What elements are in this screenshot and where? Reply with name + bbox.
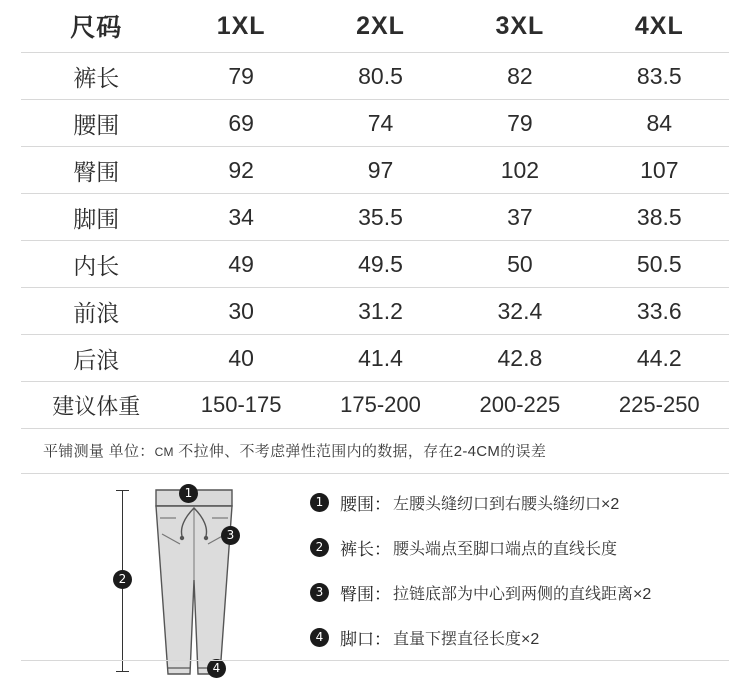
cell-jiaowei-4xl: 38.5 bbox=[590, 194, 729, 241]
table-row bbox=[21, 100, 729, 147]
cell-yaowei-2xl: 74 bbox=[311, 100, 450, 147]
cell-neichang-1xl: 49 bbox=[171, 241, 310, 288]
legend-badge-2: 2 bbox=[310, 538, 329, 557]
cell-yaowei-1xl: 69 bbox=[171, 100, 310, 147]
table-header-row bbox=[21, 0, 729, 53]
table-row bbox=[21, 147, 729, 194]
note-unit: CM bbox=[154, 445, 174, 459]
legend-key-leg-opening: 脚口： bbox=[340, 630, 391, 649]
cell-tunwei-1xl: 92 bbox=[171, 147, 310, 194]
legend-value-leg-opening: 直量下摆直径长度×2 bbox=[393, 631, 540, 648]
legend-item-hip bbox=[310, 580, 730, 605]
column-header-size: 尺码 bbox=[21, 0, 171, 53]
cell-weight-3xl: 200-225 bbox=[450, 382, 589, 429]
cell-jiaowei-3xl: 37 bbox=[450, 194, 589, 241]
cell-tunwei-4xl: 107 bbox=[590, 147, 729, 194]
legend-key-hip: 臀围： bbox=[340, 585, 391, 604]
marker-4: 4 bbox=[207, 659, 226, 678]
note-prefix: 平铺测量 单位： bbox=[43, 443, 155, 460]
table-row bbox=[21, 241, 729, 288]
size-table-head bbox=[21, 0, 729, 53]
column-header-2xl: 2XL bbox=[311, 0, 450, 53]
legend-item-pant-length bbox=[310, 535, 730, 560]
row-label-houlang: 后浪 bbox=[21, 335, 171, 382]
measurement-note bbox=[21, 429, 729, 474]
row-label-weight: 建议体重 bbox=[21, 382, 171, 429]
legend-value-hip: 拉链底部为中心到两侧的直线距离×2 bbox=[393, 586, 652, 603]
cell-kuchang-3xl: 82 bbox=[450, 53, 589, 100]
table-row bbox=[21, 382, 729, 429]
column-header-3xl: 3XL bbox=[450, 0, 589, 53]
legend-key-pant-length: 裤长： bbox=[340, 540, 391, 559]
note-suffix: 不拉伸、不考虑弹性范围内的数据，存在2-4CM的误差 bbox=[173, 443, 547, 460]
cell-houlang-2xl: 41.4 bbox=[311, 335, 450, 382]
marker-1: 1 bbox=[179, 484, 198, 503]
cell-yaowei-3xl: 79 bbox=[450, 100, 589, 147]
cell-neichang-3xl: 50 bbox=[450, 241, 589, 288]
row-label-qianlang: 前浪 bbox=[21, 288, 171, 335]
marker-2: 2 bbox=[113, 570, 132, 589]
cell-tunwei-2xl: 97 bbox=[311, 147, 450, 194]
table-row bbox=[21, 335, 729, 382]
legend-badge-4: 4 bbox=[310, 628, 329, 647]
legend-value-pant-length: 腰头端点至脚口端点的直线长度 bbox=[393, 541, 618, 558]
cell-neichang-2xl: 49.5 bbox=[311, 241, 450, 288]
cell-houlang-1xl: 40 bbox=[171, 335, 310, 382]
size-table bbox=[21, 0, 729, 429]
column-header-4xl: 4XL bbox=[590, 0, 729, 53]
legend-value-waist: 左腰头缝纫口到右腰头缝纫口×2 bbox=[393, 496, 620, 513]
cell-houlang-3xl: 42.8 bbox=[450, 335, 589, 382]
cell-neichang-4xl: 50.5 bbox=[590, 241, 729, 288]
legend-badge-1: 1 bbox=[310, 493, 329, 512]
cell-kuchang-2xl: 80.5 bbox=[311, 53, 450, 100]
cell-qianlang-4xl: 33.6 bbox=[590, 288, 729, 335]
bottom-divider bbox=[21, 660, 729, 661]
cell-weight-1xl: 150-175 bbox=[171, 382, 310, 429]
table-row bbox=[21, 194, 729, 241]
cell-qianlang-3xl: 32.4 bbox=[450, 288, 589, 335]
row-label-yaowei: 腰围 bbox=[21, 100, 171, 147]
legend-badge-3: 3 bbox=[310, 583, 329, 602]
cell-weight-2xl: 175-200 bbox=[311, 382, 450, 429]
cell-jiaowei-1xl: 34 bbox=[171, 194, 310, 241]
table-row bbox=[21, 53, 729, 100]
legend-item-waist bbox=[310, 490, 730, 515]
row-label-kuchang: 裤长 bbox=[21, 53, 171, 100]
cell-yaowei-4xl: 84 bbox=[590, 100, 729, 147]
marker-3: 3 bbox=[221, 526, 240, 545]
pants-diagram bbox=[60, 482, 290, 682]
measurement-legend bbox=[310, 490, 730, 650]
pants-illustration-icon bbox=[146, 484, 242, 678]
column-header-1xl: 1XL bbox=[171, 0, 310, 53]
legend-key-waist: 腰围： bbox=[340, 495, 391, 514]
row-label-tunwei: 臀围 bbox=[21, 147, 171, 194]
cell-qianlang-2xl: 31.2 bbox=[311, 288, 450, 335]
cell-houlang-4xl: 44.2 bbox=[590, 335, 729, 382]
measurement-diagram-section bbox=[0, 482, 750, 682]
cell-jiaowei-2xl: 35.5 bbox=[311, 194, 450, 241]
cell-kuchang-4xl: 83.5 bbox=[590, 53, 729, 100]
cell-qianlang-1xl: 30 bbox=[171, 288, 310, 335]
cell-tunwei-3xl: 102 bbox=[450, 147, 589, 194]
cell-kuchang-1xl: 79 bbox=[171, 53, 310, 100]
cell-weight-4xl: 225-250 bbox=[590, 382, 729, 429]
table-row bbox=[21, 288, 729, 335]
row-label-neichang: 内长 bbox=[21, 241, 171, 288]
legend-item-leg-opening bbox=[310, 625, 730, 650]
size-table-body bbox=[21, 53, 729, 429]
row-label-jiaowei: 脚围 bbox=[21, 194, 171, 241]
